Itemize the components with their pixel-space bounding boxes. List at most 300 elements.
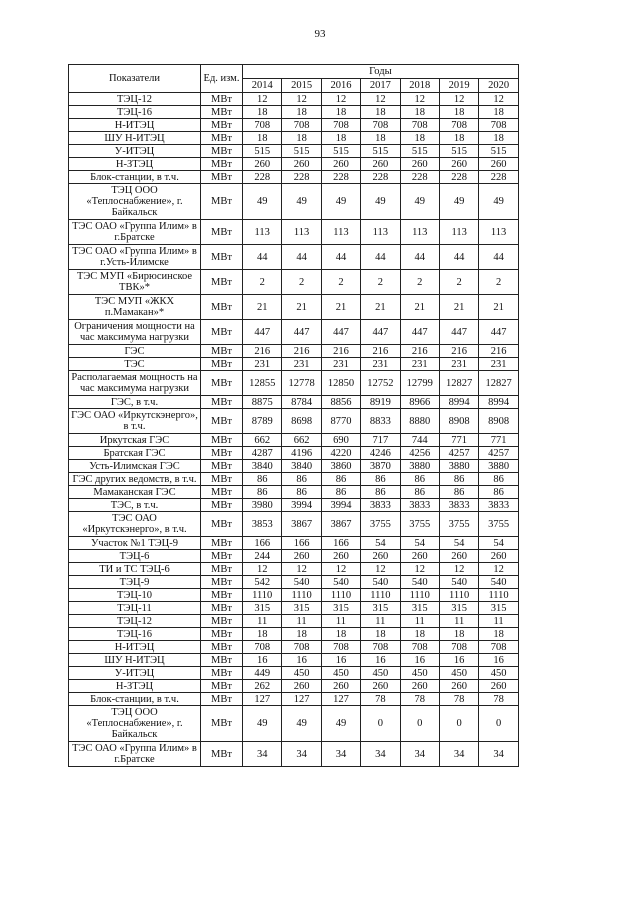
row-value: 708 [321, 119, 360, 132]
row-value: 216 [361, 345, 400, 358]
header-indicator: Показатели [69, 65, 201, 93]
row-value: 8908 [439, 409, 478, 434]
row-value: 231 [282, 358, 321, 371]
row-value: 3880 [400, 460, 439, 473]
row-value: 708 [479, 119, 518, 132]
row-value: 708 [361, 119, 400, 132]
table-row [69, 171, 519, 184]
row-value: 1110 [321, 589, 360, 602]
row-value: 450 [439, 667, 478, 680]
row-value: 113 [282, 220, 321, 245]
row-value: 708 [282, 119, 321, 132]
row-value: 2 [243, 270, 282, 295]
row-value: 18 [321, 628, 360, 641]
row-value: 216 [479, 345, 518, 358]
row-value: 12 [400, 93, 439, 106]
header-year: 2017 [361, 79, 400, 93]
row-value: 3833 [361, 499, 400, 512]
table-row [69, 270, 519, 295]
table-row [69, 537, 519, 550]
row-value: 228 [321, 171, 360, 184]
row-value: 8880 [400, 409, 439, 434]
table-row [69, 742, 519, 767]
row-unit: МВт [201, 641, 243, 654]
table-row [69, 615, 519, 628]
row-value: 11 [439, 615, 478, 628]
row-value: 450 [282, 667, 321, 680]
row-value: 11 [243, 615, 282, 628]
row-value: 8919 [361, 396, 400, 409]
table-row [69, 473, 519, 486]
row-value: 8770 [321, 409, 360, 434]
row-name: ГЭС [69, 345, 201, 358]
row-value: 260 [439, 680, 478, 693]
row-value: 3840 [282, 460, 321, 473]
row-value: 54 [400, 537, 439, 550]
row-unit: МВт [201, 106, 243, 119]
row-value: 44 [243, 245, 282, 270]
table-row [69, 486, 519, 499]
row-value: 34 [243, 742, 282, 767]
row-name: ТЭС ОАО «Группа Илим» в г.Усть-Илимске [69, 245, 201, 270]
row-unit: МВт [201, 345, 243, 358]
row-value: 450 [479, 667, 518, 680]
row-value: 12 [479, 563, 518, 576]
row-value: 708 [479, 641, 518, 654]
row-value: 260 [321, 550, 360, 563]
row-name: ТЭС ОАО «Группа Илим» в г.Братске [69, 220, 201, 245]
row-value: 708 [361, 641, 400, 654]
table-row [69, 563, 519, 576]
row-value: 16 [439, 654, 478, 667]
row-value: 260 [479, 550, 518, 563]
row-value: 18 [439, 628, 478, 641]
row-value: 86 [282, 486, 321, 499]
row-name: ТЭЦ-12 [69, 93, 201, 106]
row-value: 3860 [321, 460, 360, 473]
row-value: 708 [400, 119, 439, 132]
row-unit: МВт [201, 602, 243, 615]
row-value: 12 [321, 93, 360, 106]
row-unit: МВт [201, 589, 243, 602]
table-row [69, 158, 519, 171]
table-row [69, 602, 519, 615]
table-row [69, 667, 519, 680]
row-value: 216 [321, 345, 360, 358]
row-value: 315 [479, 602, 518, 615]
row-value: 34 [321, 742, 360, 767]
row-value: 1110 [361, 589, 400, 602]
row-value: 34 [361, 742, 400, 767]
row-value: 4196 [282, 447, 321, 460]
row-unit: МВт [201, 132, 243, 145]
row-value: 18 [321, 106, 360, 119]
table-row [69, 345, 519, 358]
row-value: 8966 [400, 396, 439, 409]
row-value: 515 [361, 145, 400, 158]
row-value: 540 [479, 576, 518, 589]
row-unit: МВт [201, 628, 243, 641]
row-value: 78 [439, 693, 478, 706]
row-name: ШУ Н-ИТЭЦ [69, 132, 201, 145]
row-value: 8833 [361, 409, 400, 434]
table-row [69, 396, 519, 409]
row-value: 113 [321, 220, 360, 245]
row-value: 771 [479, 434, 518, 447]
row-value: 228 [361, 171, 400, 184]
row-value: 12 [439, 93, 478, 106]
row-unit: МВт [201, 119, 243, 132]
row-unit: МВт [201, 563, 243, 576]
row-value: 315 [321, 602, 360, 615]
row-value: 315 [282, 602, 321, 615]
row-value: 34 [479, 742, 518, 767]
row-value: 18 [400, 106, 439, 119]
row-value: 34 [400, 742, 439, 767]
table-row [69, 680, 519, 693]
row-name: Располагаемая мощность на час максимума нагрузки [69, 371, 201, 396]
row-value: 260 [321, 158, 360, 171]
row-value: 113 [479, 220, 518, 245]
row-name: Мамаканская ГЭС [69, 486, 201, 499]
row-value: 12 [479, 93, 518, 106]
row-value: 11 [400, 615, 439, 628]
header-year: 2019 [439, 79, 478, 93]
row-value: 18 [321, 132, 360, 145]
table-row [69, 132, 519, 145]
row-value: 447 [321, 320, 360, 345]
row-value: 228 [439, 171, 478, 184]
row-value: 8698 [282, 409, 321, 434]
row-value: 86 [400, 486, 439, 499]
row-unit: МВт [201, 460, 243, 473]
row-value: 44 [361, 245, 400, 270]
row-value: 260 [400, 158, 439, 171]
row-value: 18 [361, 132, 400, 145]
row-name: ТЭС ОАО «Иркутскэнерго», в т.ч. [69, 512, 201, 537]
row-unit: МВт [201, 706, 243, 742]
row-value: 18 [282, 132, 321, 145]
row-value: 2 [439, 270, 478, 295]
row-value: 11 [282, 615, 321, 628]
row-value: 78 [361, 693, 400, 706]
row-value: 12 [282, 93, 321, 106]
row-value: 18 [439, 106, 478, 119]
row-value: 127 [282, 693, 321, 706]
row-value: 4257 [439, 447, 478, 460]
row-value: 260 [439, 550, 478, 563]
table-body [69, 93, 519, 767]
row-value: 12 [321, 563, 360, 576]
table-row [69, 654, 519, 667]
row-value: 1110 [400, 589, 439, 602]
row-value: 21 [321, 295, 360, 320]
table-row [69, 320, 519, 345]
row-value: 2 [400, 270, 439, 295]
row-value: 18 [479, 106, 518, 119]
row-value: 86 [282, 473, 321, 486]
row-value: 690 [321, 434, 360, 447]
row-value: 86 [321, 473, 360, 486]
table-row [69, 641, 519, 654]
row-value: 49 [439, 184, 478, 220]
row-value: 113 [439, 220, 478, 245]
row-value: 260 [400, 550, 439, 563]
row-value: 21 [282, 295, 321, 320]
row-value: 260 [479, 680, 518, 693]
row-value: 8994 [479, 396, 518, 409]
row-value: 86 [439, 473, 478, 486]
row-value: 708 [243, 119, 282, 132]
row-value: 18 [243, 106, 282, 119]
row-value: 260 [321, 680, 360, 693]
row-value: 260 [439, 158, 478, 171]
header-year: 2014 [243, 79, 282, 93]
row-value: 540 [321, 576, 360, 589]
row-value: 21 [400, 295, 439, 320]
row-name: ТЭЦ-16 [69, 628, 201, 641]
row-value: 16 [361, 654, 400, 667]
row-value: 450 [400, 667, 439, 680]
row-value: 3867 [321, 512, 360, 537]
row-value: 708 [321, 641, 360, 654]
row-name: ТЭЦ-9 [69, 576, 201, 589]
row-value: 2 [479, 270, 518, 295]
row-name: ТЭЦ-10 [69, 589, 201, 602]
row-name: ТЭЦ ООО «Теплоснабжение», г. Байкальск [69, 184, 201, 220]
page-number: 93 [314, 28, 326, 40]
row-value: 3980 [243, 499, 282, 512]
row-value: 260 [479, 158, 518, 171]
row-value: 12 [243, 93, 282, 106]
row-value: 449 [243, 667, 282, 680]
table-row [69, 499, 519, 512]
row-name: ТЭЦ-11 [69, 602, 201, 615]
row-unit: МВт [201, 320, 243, 345]
row-unit: МВт [201, 680, 243, 693]
header-unit: Ед. изм. [201, 65, 243, 93]
row-value: 49 [321, 706, 360, 742]
row-name: У-ИТЭЦ [69, 145, 201, 158]
row-value: 231 [400, 358, 439, 371]
row-value: 8994 [439, 396, 478, 409]
row-value: 447 [439, 320, 478, 345]
row-value: 450 [321, 667, 360, 680]
row-unit: МВт [201, 158, 243, 171]
row-value: 2 [361, 270, 400, 295]
row-value: 12827 [439, 371, 478, 396]
row-value: 244 [243, 550, 282, 563]
row-name: Ограничения мощности на час максимума нагрузки [69, 320, 201, 345]
row-value: 260 [282, 158, 321, 171]
row-value: 447 [243, 320, 282, 345]
row-unit: МВт [201, 270, 243, 295]
row-value: 54 [479, 537, 518, 550]
row-value: 16 [282, 654, 321, 667]
row-value: 1110 [243, 589, 282, 602]
row-name: ТЭЦ-6 [69, 550, 201, 563]
row-value: 515 [439, 145, 478, 158]
row-value: 447 [361, 320, 400, 345]
row-value: 21 [439, 295, 478, 320]
row-value: 315 [243, 602, 282, 615]
row-value: 86 [361, 473, 400, 486]
table-row [69, 220, 519, 245]
row-name: Иркутская ГЭС [69, 434, 201, 447]
table-row [69, 145, 519, 158]
row-value: 540 [282, 576, 321, 589]
row-value: 8784 [282, 396, 321, 409]
row-value: 78 [479, 693, 518, 706]
row-value: 86 [400, 473, 439, 486]
row-value: 315 [361, 602, 400, 615]
row-value: 49 [243, 184, 282, 220]
row-value: 166 [282, 537, 321, 550]
row-name: ТЭС, в т.ч. [69, 499, 201, 512]
row-value: 113 [243, 220, 282, 245]
row-unit: МВт [201, 693, 243, 706]
table-row [69, 512, 519, 537]
row-value: 228 [282, 171, 321, 184]
table-row [69, 119, 519, 132]
row-value: 515 [321, 145, 360, 158]
row-value: 49 [321, 184, 360, 220]
row-value: 260 [243, 158, 282, 171]
row-unit: МВт [201, 220, 243, 245]
row-unit: МВт [201, 447, 243, 460]
row-value: 3994 [321, 499, 360, 512]
row-value: 86 [243, 486, 282, 499]
row-unit: МВт [201, 473, 243, 486]
table-row [69, 706, 519, 742]
row-name: ТИ и ТС ТЭЦ-6 [69, 563, 201, 576]
row-value: 86 [479, 473, 518, 486]
header-year: 2020 [479, 79, 518, 93]
row-value: 3755 [479, 512, 518, 537]
row-unit: МВт [201, 396, 243, 409]
row-value: 1110 [479, 589, 518, 602]
row-name: Н-ИТЭЦ [69, 119, 201, 132]
row-value: 1110 [439, 589, 478, 602]
row-value: 49 [282, 706, 321, 742]
row-value: 216 [282, 345, 321, 358]
row-value: 0 [361, 706, 400, 742]
row-value: 216 [400, 345, 439, 358]
row-value: 12 [282, 563, 321, 576]
row-name: У-ИТЭЦ [69, 667, 201, 680]
table-row [69, 295, 519, 320]
table-row [69, 589, 519, 602]
row-value: 54 [439, 537, 478, 550]
row-value: 2 [282, 270, 321, 295]
row-value: 11 [321, 615, 360, 628]
row-value: 86 [321, 486, 360, 499]
row-value: 127 [243, 693, 282, 706]
table-row [69, 693, 519, 706]
row-value: 231 [321, 358, 360, 371]
row-value: 12752 [361, 371, 400, 396]
row-value: 54 [361, 537, 400, 550]
row-value: 260 [361, 680, 400, 693]
row-value: 18 [400, 628, 439, 641]
row-name: ГЭС, в т.ч. [69, 396, 201, 409]
row-value: 21 [479, 295, 518, 320]
row-unit: МВт [201, 537, 243, 550]
row-unit: МВт [201, 409, 243, 434]
row-value: 86 [439, 486, 478, 499]
row-value: 708 [400, 641, 439, 654]
row-value: 540 [439, 576, 478, 589]
table-row [69, 371, 519, 396]
row-value: 11 [479, 615, 518, 628]
row-name: ГЭС других ведомств, в т.ч. [69, 473, 201, 486]
row-value: 18 [439, 132, 478, 145]
row-value: 231 [243, 358, 282, 371]
table-row [69, 184, 519, 220]
row-unit: МВт [201, 184, 243, 220]
row-value: 4287 [243, 447, 282, 460]
row-value: 11 [361, 615, 400, 628]
row-value: 8875 [243, 396, 282, 409]
row-value: 12 [243, 563, 282, 576]
header-year: 2018 [400, 79, 439, 93]
row-value: 86 [479, 486, 518, 499]
row-name: Н-ЗТЭЦ [69, 680, 201, 693]
row-value: 3867 [282, 512, 321, 537]
row-value: 228 [243, 171, 282, 184]
row-value: 12 [400, 563, 439, 576]
row-name: ТЭЦ-16 [69, 106, 201, 119]
row-value: 34 [439, 742, 478, 767]
row-value: 12827 [479, 371, 518, 396]
row-name: ШУ Н-ИТЭЦ [69, 654, 201, 667]
row-value: 262 [243, 680, 282, 693]
row-value: 18 [361, 628, 400, 641]
row-value: 18 [400, 132, 439, 145]
row-value: 3833 [400, 499, 439, 512]
row-name: Н-ЗТЭЦ [69, 158, 201, 171]
row-value: 0 [479, 706, 518, 742]
row-value: 228 [479, 171, 518, 184]
row-unit: МВт [201, 145, 243, 158]
row-value: 3853 [243, 512, 282, 537]
row-value: 86 [361, 486, 400, 499]
row-value: 662 [243, 434, 282, 447]
row-value: 3880 [479, 460, 518, 473]
table-row [69, 550, 519, 563]
table-row [69, 358, 519, 371]
row-unit: МВт [201, 667, 243, 680]
row-value: 4256 [400, 447, 439, 460]
row-unit: МВт [201, 171, 243, 184]
row-value: 18 [282, 106, 321, 119]
row-value: 8908 [479, 409, 518, 434]
row-value: 216 [439, 345, 478, 358]
row-value: 3755 [400, 512, 439, 537]
row-value: 315 [439, 602, 478, 615]
row-value: 771 [439, 434, 478, 447]
row-name: Братская ГЭС [69, 447, 201, 460]
row-value: 18 [243, 132, 282, 145]
row-value: 12 [361, 563, 400, 576]
row-value: 450 [361, 667, 400, 680]
row-value: 21 [361, 295, 400, 320]
row-value: 447 [282, 320, 321, 345]
row-value: 4220 [321, 447, 360, 460]
row-value: 708 [439, 641, 478, 654]
row-name: ТЭЦ-12 [69, 615, 201, 628]
row-value: 44 [321, 245, 360, 270]
